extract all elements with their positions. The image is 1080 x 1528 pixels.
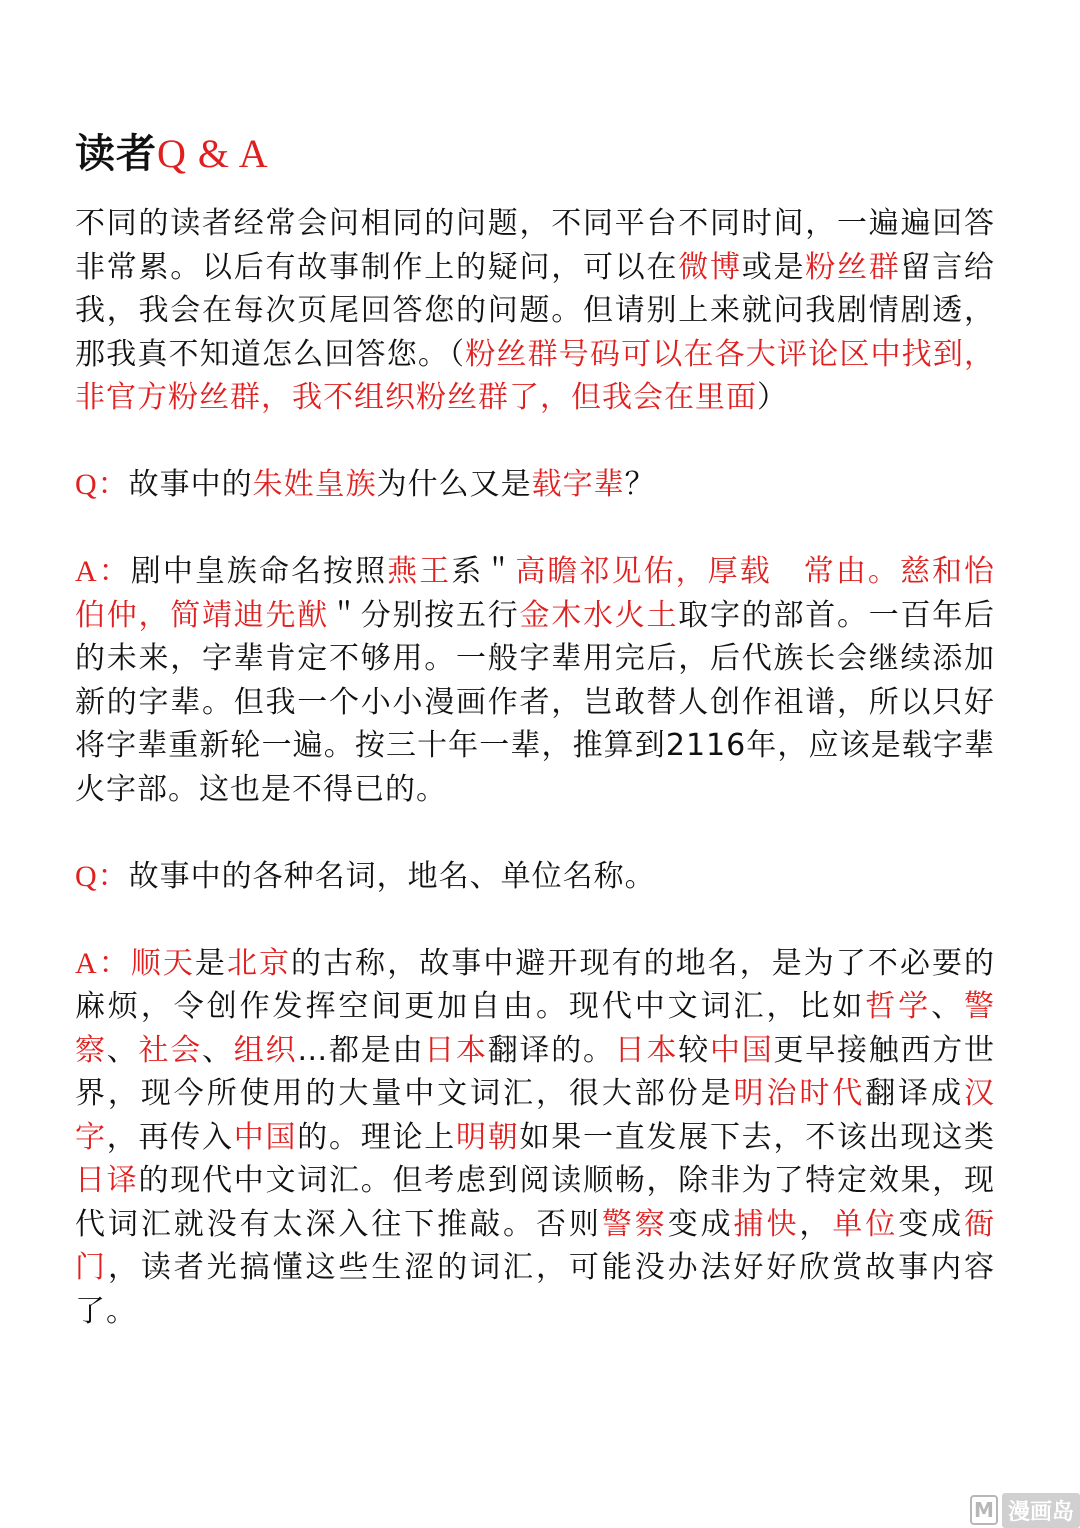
highlight-text: 衙门	[75, 1206, 996, 1285]
spacer	[75, 811, 1080, 855]
body-text: 或是	[741, 249, 806, 285]
body-text: ，	[799, 1206, 833, 1242]
body-text: ）	[757, 380, 788, 415]
question-1	[75, 463, 995, 507]
body-text: 、	[202, 1032, 234, 1068]
body-text: 、	[106, 1032, 139, 1068]
highlight-text: 汉字	[75, 1076, 996, 1155]
body-text: 的古称，故事中避开现有的地名，是为了不必要的麻烦，令创作发挥空间更加自由。现代中文词汇，比如	[75, 945, 996, 1024]
watermark-logo	[970, 1493, 1080, 1527]
intro-paragraph	[75, 202, 995, 420]
body-text: 系＂	[451, 554, 516, 589]
highlight-text: 捕快	[733, 1206, 800, 1242]
highlight-text: 粉丝群号码可以在各大评论区中找到，非官方粉丝群，我不组织粉丝群了，但我会在里面	[75, 336, 996, 415]
body-text: 变成	[898, 1206, 965, 1242]
spacer	[75, 507, 1080, 551]
spacer	[75, 420, 1080, 464]
answer-label: A：	[75, 555, 131, 588]
answer-2-text	[75, 946, 995, 1329]
body-text: 留言给我，我会在每次页尾回答您的问题。但请别上来就问我剧情剧透，那我真不知道怎么回答您。（	[75, 249, 995, 372]
body-text: 故事中的	[128, 467, 253, 502]
highlight-text: 顺天	[130, 945, 195, 981]
body-text: 翻译成	[865, 1076, 965, 1111]
spacer	[75, 898, 1080, 942]
highlight-text: 北京	[226, 945, 292, 981]
answer-1-text	[75, 554, 995, 807]
highlight-text: 金木水火土	[519, 597, 679, 633]
body-text: 的现代中文词汇。但考虑到阅读顺畅，除非为了特定效果，现代词汇就没有太深入往下推敲。否则	[75, 1163, 995, 1242]
watermark-text: 漫画岛	[1002, 1493, 1080, 1528]
highlight-text: 日本	[614, 1032, 679, 1068]
highlight-text: 朱姓皇族	[252, 467, 377, 502]
highlight-text: 微博	[678, 249, 742, 285]
body-text: …都是由	[297, 1032, 425, 1068]
question-label: Q：	[75, 859, 129, 893]
answer-label: A：	[75, 946, 131, 980]
highlight-text: 明朝	[456, 1119, 520, 1155]
highlight-text: 高瞻祁见佑，厚载 常由。慈和怡伯仲，简靖迪先猷	[75, 554, 996, 633]
body-text: 取字的部首。一百年后的未来，字辈肯定不够用。一般字辈用完后，后代族长会继续添加新的字辈。但我一个小小漫画作者，岂敢替人创作祖谱，所以只好将字辈重新轮一遍。按三十年一辈，推算到2116年，应该是载字辈火字部。这也是不得已的。	[75, 597, 995, 807]
question-label: Q：	[75, 468, 129, 501]
highlight-text: 中国	[233, 1119, 298, 1155]
body-text: 的。理论上	[297, 1119, 456, 1155]
body-text: ？	[624, 467, 656, 502]
highlight-text: 警察	[601, 1206, 668, 1242]
body-text: ，再传入	[106, 1119, 234, 1155]
highlight-text: 日译	[75, 1163, 139, 1198]
body-text: 是	[194, 945, 227, 981]
question-2-text	[129, 859, 656, 894]
answer-2	[75, 942, 995, 1334]
highlight-text: 社会	[138, 1032, 202, 1068]
logo-m-icon: M	[970, 1495, 998, 1525]
page-title	[75, 128, 1080, 180]
highlight-text: 中国	[710, 1032, 774, 1068]
question-1-text	[129, 467, 656, 502]
body-text: 变成	[667, 1206, 734, 1242]
body-text: 剧中皇族命名按照	[130, 554, 388, 589]
body-text: 更早接触西方世界，现今所使用的大量中文词汇，很大部份是	[75, 1032, 995, 1111]
body-text: ＂分别按五行	[329, 597, 520, 633]
body-text: 故事中的各种名词，地名、单位名称。	[128, 858, 656, 894]
highlight-text: 组织	[233, 1032, 298, 1068]
title-main: 读者	[75, 130, 157, 177]
body-text: 为什么又是	[376, 467, 532, 502]
answer-1	[75, 550, 995, 811]
highlight-text: 粉丝群	[805, 249, 901, 285]
question-2	[75, 855, 995, 899]
body-text: 较	[678, 1032, 710, 1068]
highlight-text: 单位	[832, 1206, 899, 1242]
highlight-text: 燕王	[387, 554, 452, 589]
body-text: 翻译的。	[487, 1032, 615, 1068]
highlight-text: 日本	[424, 1032, 488, 1068]
body-text: 、	[931, 989, 965, 1024]
body-text: ，读者光搞懂这些生涩的词汇，可能没办法好好欣赏故事内容了。	[75, 1250, 996, 1329]
highlight-text: 哲学	[865, 989, 932, 1024]
body-text: 如果一直发展下去，不该出现这类	[519, 1119, 995, 1155]
highlight-text: 载字辈	[531, 467, 625, 502]
body-text: 不同的读者经常会问相同的问题，不同平台不同时间，一遍遍回答非常累。以后有故事制作上的疑问，可以在	[75, 206, 995, 285]
highlight-text: 警察	[75, 989, 996, 1068]
highlight-text: 明治时代	[733, 1076, 866, 1111]
title-qa: Q & A	[157, 131, 269, 176]
